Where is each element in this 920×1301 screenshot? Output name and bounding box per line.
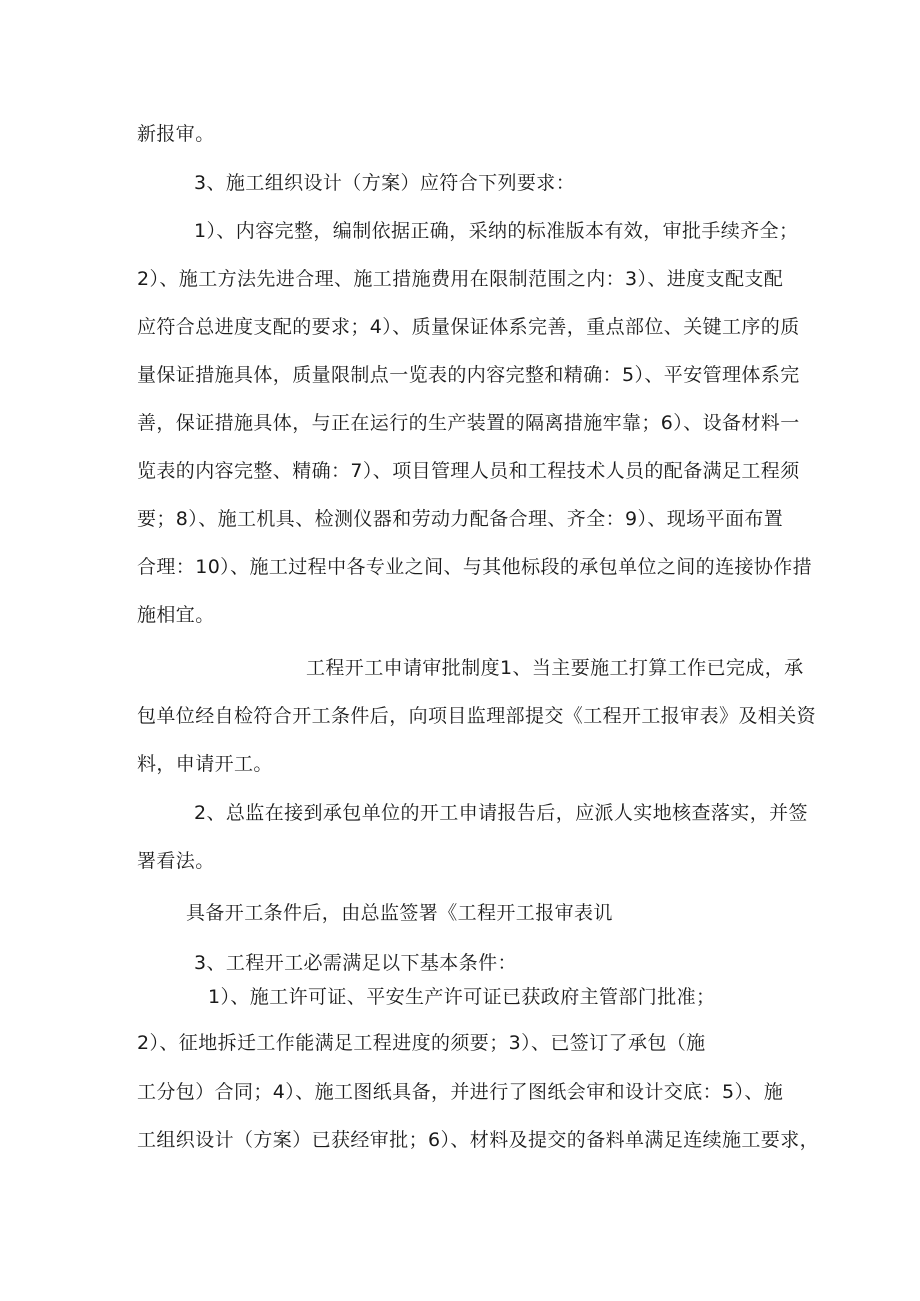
text-line-20: 2）、征地拆迁工作能满足工程进度的须要；3）、已签订了承包（施 <box>137 1032 706 1054</box>
text-line-13: 包单位经自检符合开工条件后，向项目监理部提交《工程开工报审表》及相关资 <box>137 705 817 727</box>
text-line-17: 具备开工条件后，由总监签署《工程开工报审表讥 <box>186 902 613 924</box>
text-line-19: 1）、施工许可证、平安生产许可证已获政府主管部门批准； <box>208 986 716 1008</box>
text-line-1: 新报审。 <box>137 123 215 145</box>
text-line-2: 3、施工组织设计（方案）应符合下列要求： <box>194 172 576 194</box>
text-line-3: 1）、内容完整，编制依据正确，采纳的标准版本有效，审批手续齐全； <box>194 220 799 242</box>
text-line-5: 应符合总进度支配的要求；4）、质量保证体系完善，重点部位、关键工序的质 <box>137 316 800 338</box>
text-line-21: 工分包）合同；4）、施工图纸具备，并进行了图纸会审和设计交底：5）、施 <box>137 1081 784 1103</box>
text-line-12: 工程开工申请审批制度1、当主要施工打算工作已完成，承 <box>306 657 804 679</box>
text-line-7: 善，保证措施具体，与正在运行的生产装置的隔离措施牢靠；6）、设备材料一 <box>137 412 800 434</box>
text-line-10: 合理：10）、施工过程中各专业之间、与其他标段的承包单位之间的连接协作措 <box>137 556 813 578</box>
text-line-4: 2）、施工方法先进合理、施工措施费用在限制范围之内：3）、进度支配支配 <box>137 268 784 290</box>
text-line-18: 3、工程开工必需满足以下基本条件： <box>194 952 517 974</box>
text-line-8: 览表的内容完整、精确：7）、项目管理人员和工程技术人员的配备满足工程须 <box>137 460 800 482</box>
text-line-15: 2、总监在接到承包单位的开工申请报告后，应派人实地核查落实，并签 <box>194 802 808 824</box>
text-line-14: 料，申请开工。 <box>137 753 273 775</box>
text-line-16: 署看法。 <box>137 850 215 872</box>
text-line-22: 工组织设计（方案）已获经审批；6）、材料及提交的备料单满足连续施工要求， <box>137 1129 819 1151</box>
text-line-9: 要；8）、施工机具、检测仪器和劳动力配备合理、齐全：9）、现场平面布置 <box>137 508 784 530</box>
text-line-6: 量保证措施具体，质量限制点一览表的内容完整和精确：5）、平安管理体系完 <box>137 364 800 386</box>
text-line-11: 施相宜。 <box>137 604 215 626</box>
